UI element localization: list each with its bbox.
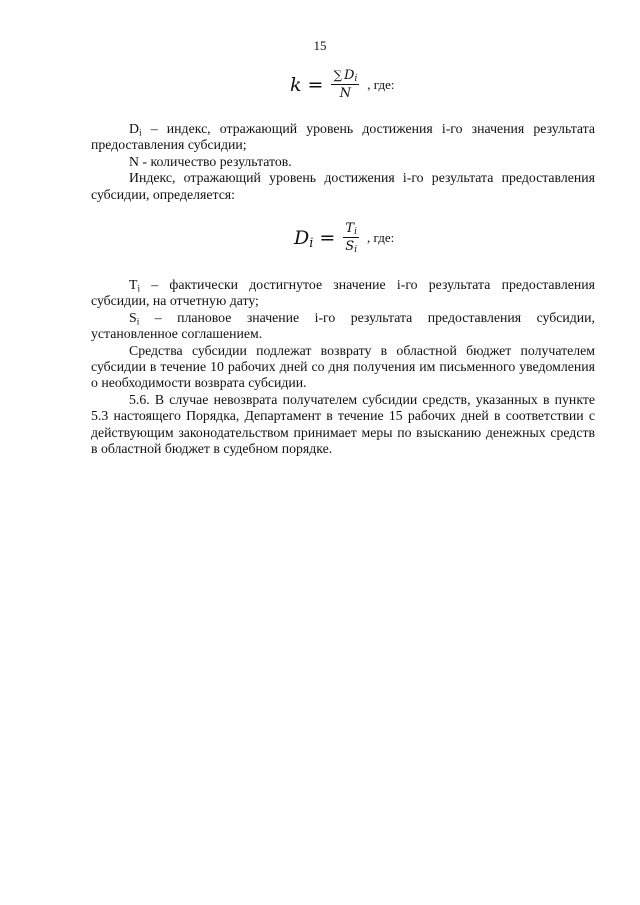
formula-di-lhs: $D_i$ [294, 226, 314, 251]
ti-definition-text: – фактически достигнутое значение i-го результата предоставления субсидии, на отчетную дату; [91, 277, 595, 309]
paragraph-index-intro: Индекс, отражающий уровень достижения i-го результата предоставления субсидии, определяется: [91, 170, 595, 202]
si-sub: i [136, 317, 140, 328]
formula-k-equals: = [307, 73, 324, 96]
formula-di-tail: , где: [367, 229, 395, 245]
formula-k-fraction [331, 68, 359, 101]
paragraph-5-6: 5.6. В случае невозврата получателем субсидии средств, указанных в пункте 5.3 настоящего Порядка, Департамент в течение 15 рабочих дней в соответствии с действующим законодательством принимает меры по взысканию денежных средств в областной бюджет в судебном порядке. [91, 391, 595, 457]
formula-k-tail: , где: [367, 76, 395, 92]
si-definition-text: – плановое значение i-го результата предоставления субсидии, установленное соглашением. [91, 309, 595, 342]
text-block-1 [91, 121, 595, 203]
sum-sign: ∑ [333, 68, 343, 82]
formula-k-numerator [331, 68, 359, 85]
paragraph-ti-definition [91, 277, 595, 310]
di-sub: i [138, 128, 142, 139]
paragraph-di-definition [91, 121, 595, 154]
formula-k-lhs: k [290, 73, 302, 96]
paragraph-refund: Средства субсидии подлежат возврату в областной бюджет получателем субсидии в течение 10 рабочих дней со дня получения им письменного уведомления о необходимости возврата субсидии. [91, 342, 595, 391]
formula-di [294, 221, 394, 254]
formula-k-num-sub: i [354, 74, 358, 85]
formula-di-denominator: $S_i$ [345, 239, 358, 256]
text-block-2 [91, 277, 595, 457]
paragraph-n-definition: N - количество результатов. [129, 153, 292, 169]
di-definition-text: – индекс, отражающий уровень достижения i-го значения результата предоставления субсидии; [91, 121, 595, 153]
formula-k-num-var: D [344, 68, 355, 83]
formula-di-numerator: $T_i$ [345, 221, 357, 238]
paragraph-si-definition [91, 310, 595, 343]
ti-var: T [129, 277, 138, 292]
ti-sub: i [137, 284, 141, 295]
formula-di-equals: = [319, 226, 336, 249]
si-var: S [129, 309, 137, 325]
di-var: D [129, 121, 139, 136]
formula-di-fraction [343, 221, 359, 254]
formula-k [290, 68, 394, 101]
page-number: 15 [313, 38, 327, 53]
formula-k-denominator: N [339, 86, 352, 101]
